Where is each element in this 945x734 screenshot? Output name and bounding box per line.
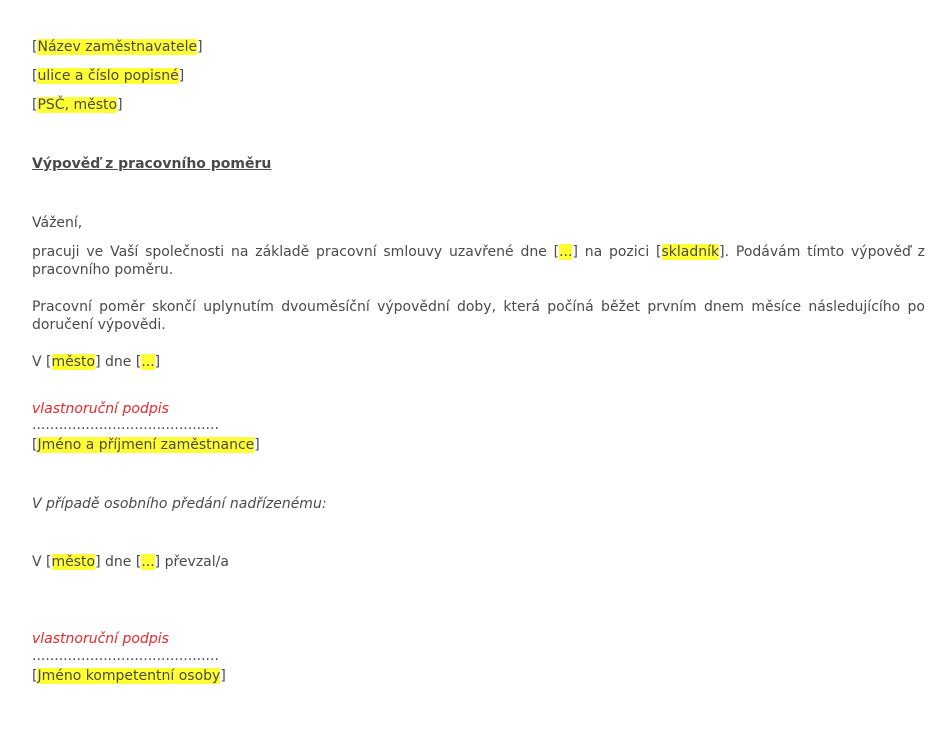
city-placeholder-2: město — [51, 554, 96, 570]
city-placeholder-1: město — [51, 354, 96, 370]
greeting: Vážení, — [32, 215, 83, 231]
date-placeholder-1: ... — [141, 354, 155, 370]
place-date-2-suffix: ] převzal/a — [154, 554, 229, 570]
place-date-1-mid: ] dne [ — [95, 354, 142, 370]
place-date-2-mid: ] dne [ — [95, 554, 142, 570]
date-placeholder-2: ... — [141, 554, 155, 570]
contract-date-placeholder: ... — [559, 244, 573, 260]
paragraph-2: Pracovní poměr skončí uplynutím dvouměsíční výpovědní doby, která počíná běžet prvním dnem měsíce následujícího po doručení výpovědi. — [32, 299, 925, 333]
employer-name-placeholder: Název zaměstnavatele — [37, 39, 198, 55]
postal-city-line: [PSČ, město] — [32, 97, 123, 113]
handover-note: V případě osobního předání nadřízenému: — [32, 496, 327, 512]
paragraph-1 — [32, 243, 925, 279]
place-date-1-prefix: V [ — [32, 354, 52, 370]
place-date-2-prefix: V [ — [32, 554, 52, 570]
paragraph-1-text-a: pracuji ve Vaší společnosti na základě pracovní smlouvy uzavřené dne [ — [32, 244, 560, 260]
place-date-line-2 — [32, 553, 229, 571]
postal-city-placeholder: PSČ, město — [37, 97, 118, 113]
employee-name-line: [Jméno a příjmení zaměstnance] — [32, 437, 260, 453]
employer-name-line: [Název zaměstnavatele] — [32, 39, 203, 55]
signature-label-1: vlastnoruční podpis — [32, 401, 169, 417]
street-placeholder: ulice a číslo popisné — [37, 68, 179, 84]
place-date-line-1 — [32, 353, 160, 371]
signature-dots-2: .......................................... — [32, 648, 219, 664]
letter-title: Výpověď z pracovního poměru — [32, 156, 272, 172]
competent-person-placeholder: Jméno kompetentní osoby — [37, 668, 221, 684]
paragraph-1-text-b: ] na pozici [ — [572, 244, 662, 260]
position-placeholder: skladník — [661, 244, 720, 260]
paragraph-1-text-c: ]. Podávám tímto výpověď z pracovního poměru. — [32, 244, 925, 278]
signature-dots-1: .......................................... — [32, 417, 219, 433]
signature-label-2: vlastnoruční podpis — [32, 631, 169, 647]
street-line: [ulice a číslo popisné] — [32, 68, 185, 84]
competent-person-line: [Jméno kompetentní osoby] — [32, 668, 226, 684]
employee-name-placeholder: Jméno a příjmení zaměstnance — [37, 437, 255, 453]
place-date-1-suffix: ] — [154, 354, 161, 370]
